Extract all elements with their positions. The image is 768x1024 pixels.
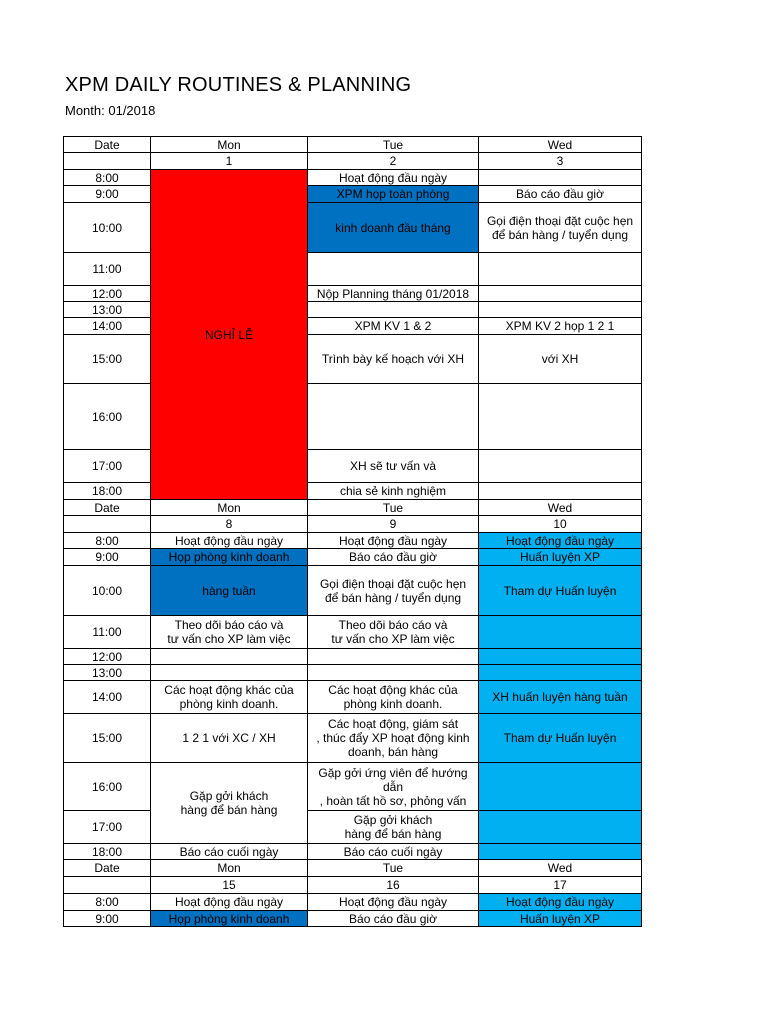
- schedule-cell: Họp phòng kinh doanh: [151, 549, 308, 566]
- time-row: [64, 286, 642, 302]
- day-number: 17: [479, 877, 642, 894]
- schedule-cell: XPM họp toàn phòng: [308, 186, 479, 203]
- day-number-blank: [64, 516, 151, 533]
- schedule-table: [63, 136, 642, 927]
- schedule-cell: [151, 649, 308, 665]
- time-cell: 17:00: [64, 811, 151, 844]
- schedule-cell: Huấn luyện XP: [479, 911, 642, 927]
- time-cell: 13:00: [64, 302, 151, 318]
- schedule-cell: XPM KV 1 & 2: [308, 318, 479, 335]
- day-number-row: [64, 516, 642, 533]
- week-header-row: [64, 500, 642, 516]
- schedule-cell: Nộp Planning tháng 01/2018: [308, 286, 479, 302]
- schedule-cell: Hoạt động đầu ngày: [308, 533, 479, 549]
- month-label: Month: 01/2018: [65, 103, 156, 118]
- time-row: [64, 681, 642, 714]
- time-cell: 11:00: [64, 253, 151, 286]
- time-row: [64, 533, 642, 549]
- time-row: [64, 302, 642, 318]
- time-cell: 13:00: [64, 665, 151, 681]
- schedule-cell: [479, 665, 642, 681]
- day-number: 1: [151, 153, 308, 170]
- holiday-cell: NGHỈ LỄ: [151, 170, 308, 500]
- tue-header: Tue: [308, 500, 479, 516]
- time-cell: 17:00: [64, 450, 151, 483]
- time-row: [64, 811, 642, 844]
- day-number-blank: [64, 877, 151, 894]
- schedule-cell: Báo cáo đầu giờ: [479, 186, 642, 203]
- time-cell: 16:00: [64, 763, 151, 811]
- time-cell: 9:00: [64, 186, 151, 203]
- page-title: XPM DAILY ROUTINES & PLANNING: [65, 74, 412, 96]
- day-number-blank: [64, 153, 151, 170]
- day-number: 10: [479, 516, 642, 533]
- time-row: [64, 483, 642, 500]
- schedule-cell: Hoạt động đầu ngày: [479, 533, 642, 549]
- time-row: [64, 714, 642, 763]
- time-cell: 14:00: [64, 318, 151, 335]
- time-row: [64, 450, 642, 483]
- schedule-cell: Gặp gởi khách hàng để bán hàng: [308, 811, 479, 844]
- schedule-cell: Báo cáo đầu giờ: [308, 911, 479, 927]
- schedule-cell: XH sẽ tư vấn và: [308, 450, 479, 483]
- time-cell: 12:00: [64, 286, 151, 302]
- schedule-cell: [479, 170, 642, 186]
- schedule-cell: Gọi điện thoại đặt cuộc hẹn để bán hàng / tuyển dụng: [308, 566, 479, 616]
- time-row: [64, 203, 642, 253]
- schedule-cell: [151, 665, 308, 681]
- mon-header: Mon: [151, 860, 308, 877]
- schedule-cell: Các hoạt động khác của phòng kinh doanh.: [151, 681, 308, 714]
- schedule-cell: Gặp gởi khách hàng để bán hàng: [151, 763, 308, 844]
- schedule-cell: Họp phòng kinh doanh: [151, 911, 308, 927]
- schedule-cell: Hoạt động đầu ngày: [308, 894, 479, 911]
- mon-header: Mon: [151, 500, 308, 516]
- schedule-cell: [479, 384, 642, 450]
- time-cell: 11:00: [64, 616, 151, 649]
- schedule-cell: [479, 483, 642, 500]
- schedule-cell: với XH: [479, 335, 642, 384]
- time-cell: 9:00: [64, 911, 151, 927]
- date-header: Date: [64, 500, 151, 516]
- schedule-cell: [479, 616, 642, 649]
- schedule-cell: Gọi điện thoại đặt cuộc hẹn để bán hàng / tuyển dụng: [479, 203, 642, 253]
- date-header: Date: [64, 860, 151, 877]
- time-row: [64, 566, 642, 616]
- time-row: [64, 763, 642, 811]
- schedule-cell: [479, 649, 642, 665]
- schedule-cell: Theo dõi báo cáo và tư vấn cho XP làm việc: [308, 616, 479, 649]
- day-number: 3: [479, 153, 642, 170]
- mon-header: Mon: [151, 137, 308, 153]
- time-row: [64, 616, 642, 649]
- schedule-cell: Huấn luyện XP: [479, 549, 642, 566]
- schedule-cell: Báo cáo cuối ngày: [308, 844, 479, 860]
- schedule-cell: [479, 811, 642, 844]
- wed-header: Wed: [479, 137, 642, 153]
- wed-header: Wed: [479, 500, 642, 516]
- schedule-cell: Tham dự Huấn luyện: [479, 566, 642, 616]
- schedule-cell: Các hoạt động khác của phòng kinh doanh.: [308, 681, 479, 714]
- schedule-cell: chia sẻ kinh nghiệm: [308, 483, 479, 500]
- time-cell: 14:00: [64, 681, 151, 714]
- time-cell: 9:00: [64, 549, 151, 566]
- time-row: [64, 665, 642, 681]
- schedule-cell: Hoạt động đầu ngày: [308, 170, 479, 186]
- wed-header: Wed: [479, 860, 642, 877]
- day-number: 9: [308, 516, 479, 533]
- time-row: [64, 649, 642, 665]
- time-row: [64, 911, 642, 927]
- date-header: Date: [64, 137, 151, 153]
- time-row: [64, 335, 642, 384]
- schedule-cell: Hoạt động đầu ngày: [151, 894, 308, 911]
- schedule-cell: Các hoạt động, giám sát , thúc đẩy XP hoạt động kinh doanh, bán hàng: [308, 714, 479, 763]
- schedule-cell: [308, 384, 479, 450]
- schedule-cell: Trình bày kế hoạch với XH: [308, 335, 479, 384]
- day-number: 8: [151, 516, 308, 533]
- schedule-cell: Báo cáo đầu giờ: [308, 549, 479, 566]
- week-header-row: [64, 860, 642, 877]
- schedule-cell: kinh doanh đầu tháng: [308, 203, 479, 253]
- time-row: [64, 549, 642, 566]
- time-row: [64, 844, 642, 860]
- day-number: 16: [308, 877, 479, 894]
- schedule-cell: hàng tuần: [151, 566, 308, 616]
- time-row: [64, 186, 642, 203]
- time-row: [64, 384, 642, 450]
- day-number-row: [64, 153, 642, 170]
- tue-header: Tue: [308, 137, 479, 153]
- time-cell: 15:00: [64, 714, 151, 763]
- schedule-cell: Báo cáo cuối ngày: [151, 844, 308, 860]
- time-cell: 18:00: [64, 844, 151, 860]
- schedule-cell: XPM KV 2 họp 1 2 1: [479, 318, 642, 335]
- time-row: [64, 894, 642, 911]
- schedule-cell: Theo dõi báo cáo và tư vấn cho XP làm việc: [151, 616, 308, 649]
- schedule-cell: Gặp gởi ứng viên để hướng dẫn , hoàn tất hồ sơ, phỏng vấn: [308, 763, 479, 811]
- schedule-cell: Hoạt động đầu ngày: [151, 533, 308, 549]
- time-cell: 10:00: [64, 203, 151, 253]
- schedule-cell: [479, 253, 642, 286]
- schedule-cell: [308, 649, 479, 665]
- time-cell: 10:00: [64, 566, 151, 616]
- schedule-cell: [479, 844, 642, 860]
- schedule-cell: Hoạt động đầu ngày: [479, 894, 642, 911]
- time-cell: 16:00: [64, 384, 151, 450]
- schedule-cell: 1 2 1 với XC / XH: [151, 714, 308, 763]
- time-row: [64, 253, 642, 286]
- time-cell: 18:00: [64, 483, 151, 500]
- schedule-cell: [479, 450, 642, 483]
- time-cell: 15:00: [64, 335, 151, 384]
- schedule-cell: [308, 253, 479, 286]
- schedule-cell: [479, 302, 642, 318]
- schedule-cell: [479, 286, 642, 302]
- schedule-cell: [308, 665, 479, 681]
- day-number: 2: [308, 153, 479, 170]
- day-number-row: [64, 877, 642, 894]
- day-number: 15: [151, 877, 308, 894]
- time-cell: 12:00: [64, 649, 151, 665]
- time-cell: 8:00: [64, 533, 151, 549]
- time-cell: 8:00: [64, 894, 151, 911]
- time-cell: 8:00: [64, 170, 151, 186]
- week-header-row: [64, 137, 642, 153]
- schedule-cell: [308, 302, 479, 318]
- time-row: [64, 318, 642, 335]
- tue-header: Tue: [308, 860, 479, 877]
- schedule-cell: [479, 763, 642, 811]
- schedule-cell: XH huấn luyện hàng tuần: [479, 681, 642, 714]
- schedule-cell: Tham dự Huấn luyện: [479, 714, 642, 763]
- time-row: [64, 170, 642, 186]
